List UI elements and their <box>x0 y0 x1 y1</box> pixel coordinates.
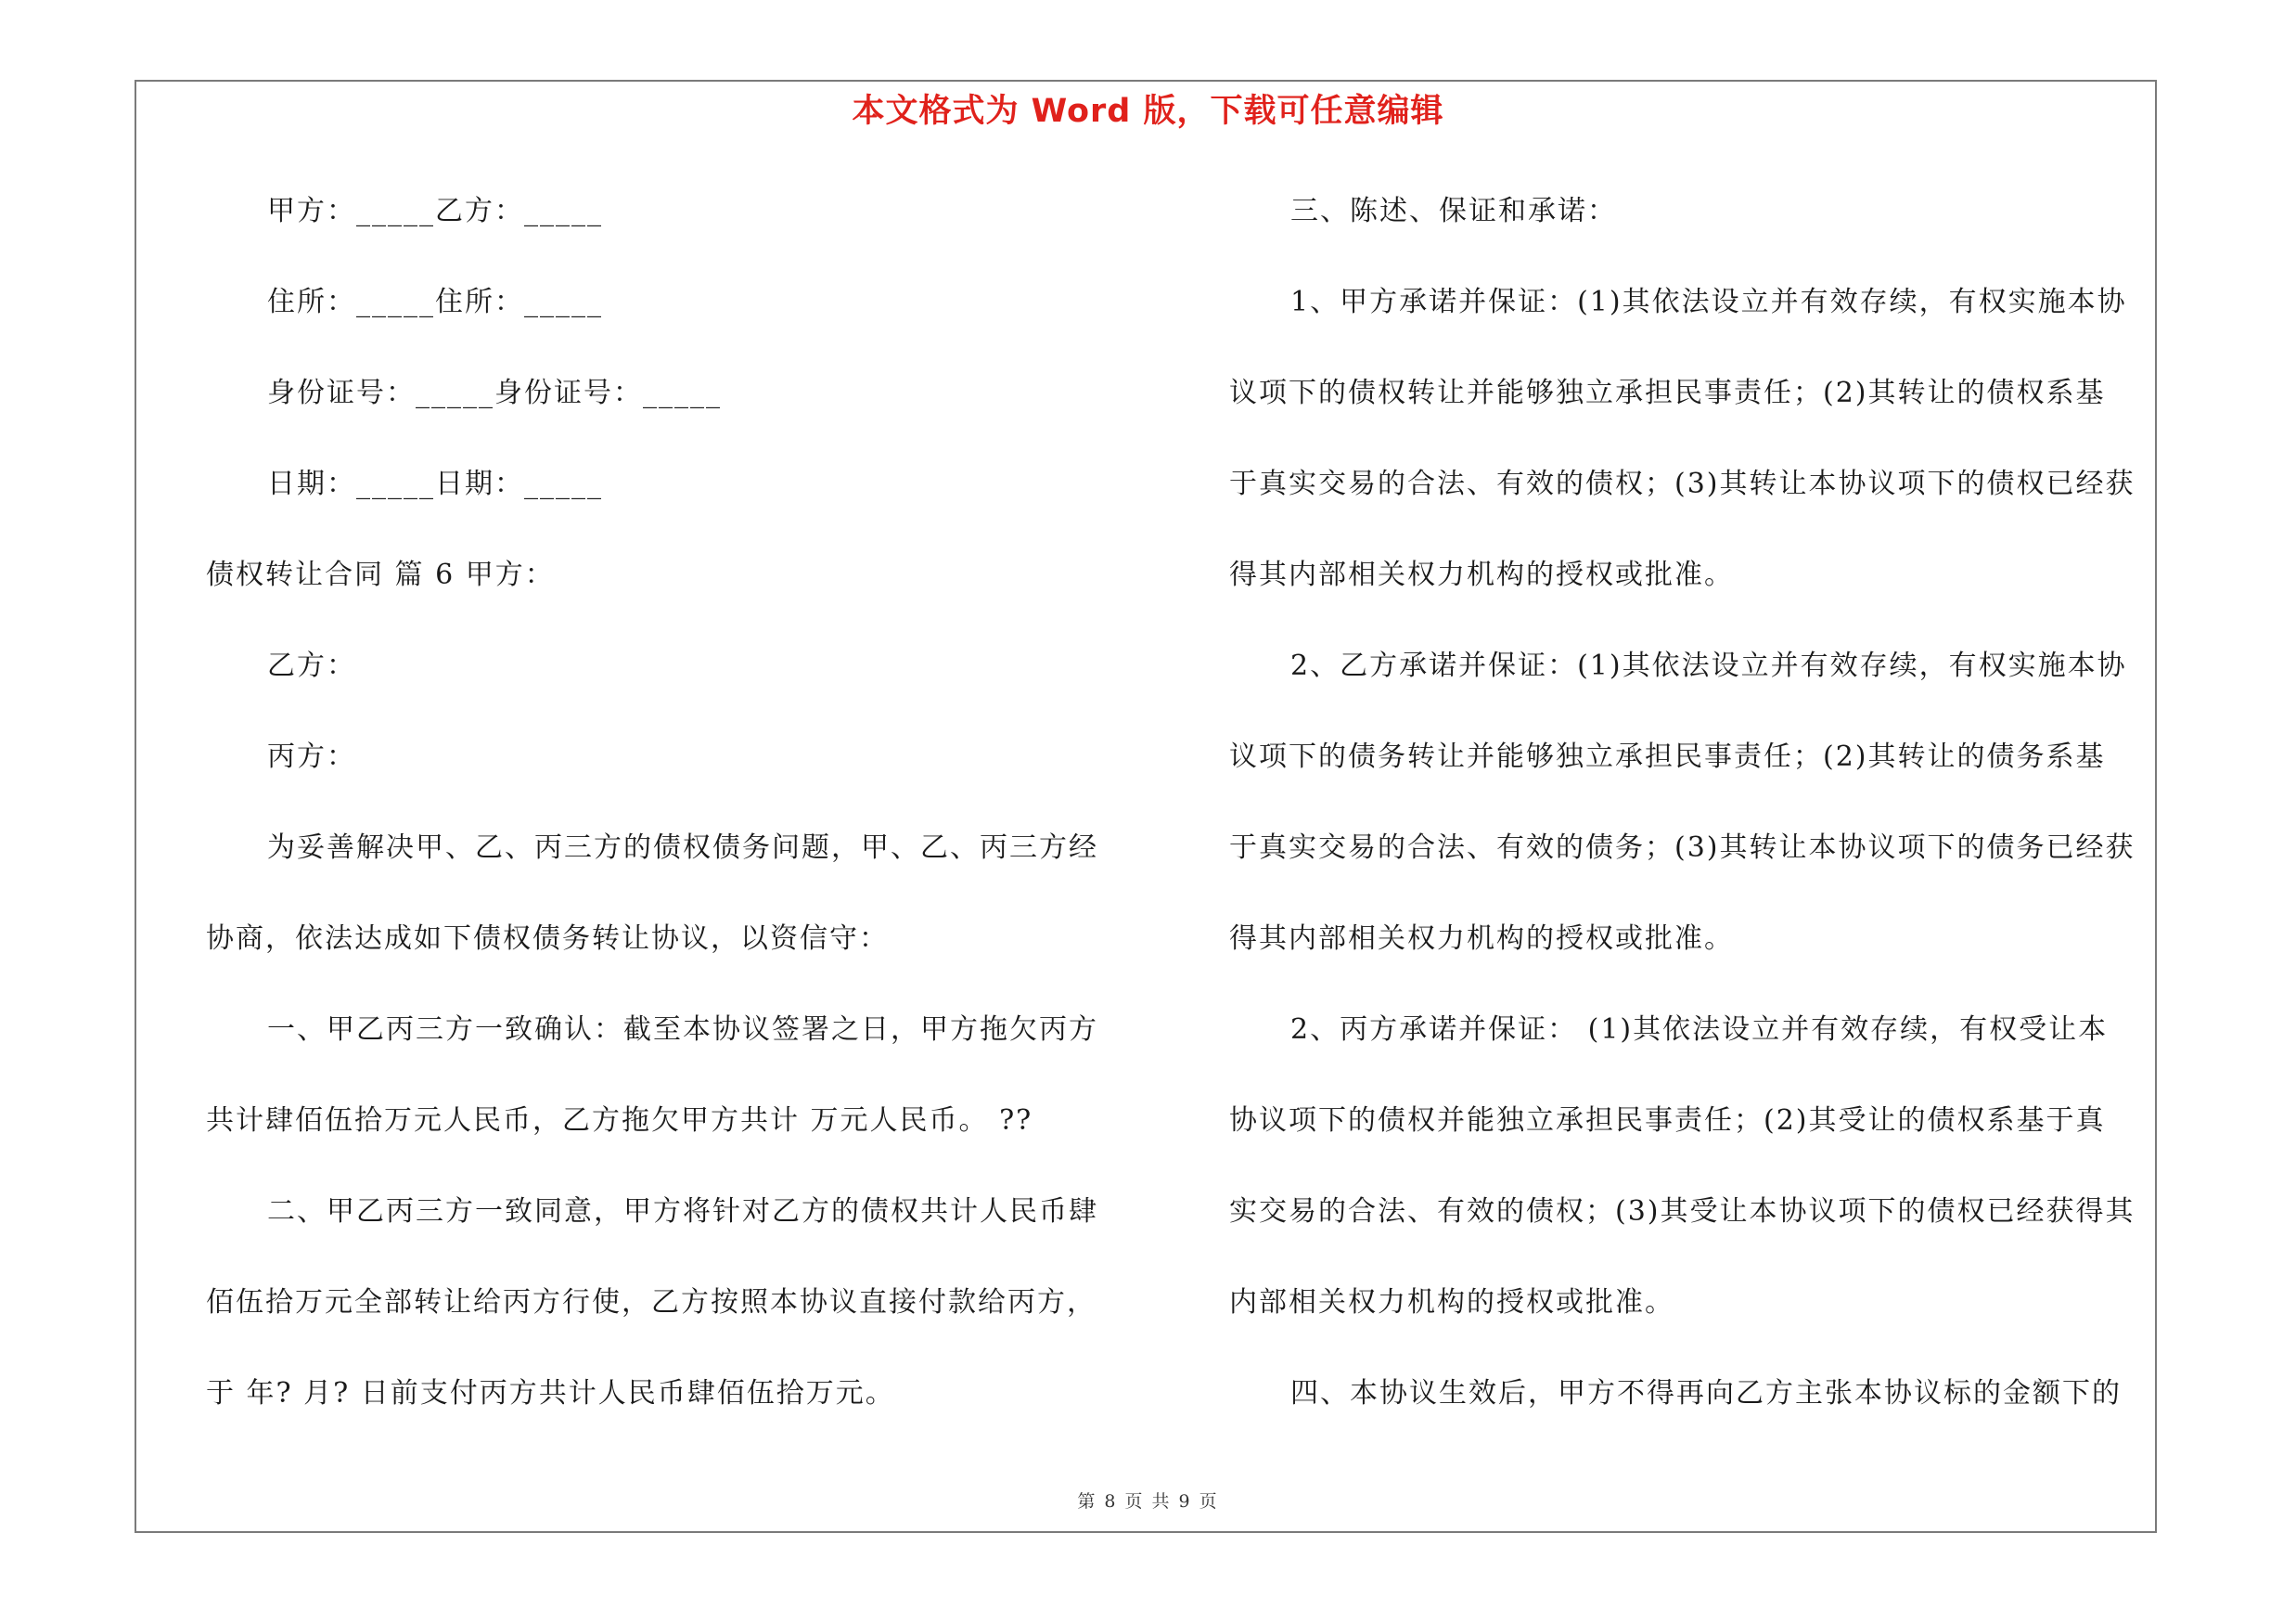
text-line: 为妥善解决甲、乙、丙三方的债权债务问题，甲、乙、丙三方经 <box>267 831 1098 864</box>
text-line: 议项下的债务转让并能够独立承担民事责任；(2)其转让的债务系基 <box>1229 741 2106 773</box>
text-line: 四、本协议生效后，甲方不得再向乙方主张本协议标的金额下的 <box>1290 1377 2122 1410</box>
page-number: 第 8 页 共 9 页 <box>1077 1491 1219 1512</box>
text-line: 2、乙方承诺并保证：(1)其依法设立并有效存续，有权实施本协 <box>1290 650 2127 682</box>
text-line: 于真实交易的合法、有效的债权；(3)其转让本协议项下的债权已经获 <box>1229 468 2136 500</box>
text-line: 协议项下的债权并能独立承担民事责任；(2)其受让的债权系基于真 <box>1229 1104 2106 1137</box>
text-line: 债权转让合同 篇 6 甲方： <box>206 559 555 591</box>
format-banner: 本文格式为 Word 版，下载可任意编辑 <box>852 93 1444 130</box>
text-line: 2、丙方承诺并保证： (1)其依法设立并有效存续，有权受让本 <box>1290 1013 2109 1046</box>
text-line: 身份证号：_____身份证号：_____ <box>267 377 722 409</box>
text-line: 甲方：_____乙方：_____ <box>267 195 603 227</box>
right-column <box>1229 184 2148 1457</box>
text-line: 住所：_____住所：_____ <box>267 286 603 318</box>
text-line: 二、甲乙丙三方一致同意，甲方将针对乙方的债权共计人民币肆 <box>267 1195 1098 1228</box>
text-line: 1、甲方承诺并保证：(1)其依法设立并有效存续，有权实施本协 <box>1290 286 2127 318</box>
text-line: 内部相关权力机构的授权或批准。 <box>1229 1286 1674 1319</box>
text-line: 于 年? 月? 日前支付丙方共计人民币肆佰伍拾万元。 <box>206 1377 895 1410</box>
text-line: 乙方： <box>267 650 356 682</box>
text-line: 日期：_____日期：_____ <box>267 468 603 500</box>
text-line: 丙方： <box>267 741 356 773</box>
text-line: 协商，依法达成如下债权债务转让协议，以资信守： <box>206 922 889 955</box>
text-line: 于真实交易的合法、有效的债务；(3)其转让本协议项下的债务已经获 <box>1229 831 2136 864</box>
left-column <box>206 184 1152 1457</box>
text-line: 三、陈述、保证和承诺： <box>1290 195 1617 227</box>
text-line: 一、甲乙丙三方一致确认：截至本协议签署之日，甲方拖欠丙方 <box>267 1013 1098 1046</box>
text-line: 得其内部相关权力机构的授权或批准。 <box>1229 922 1734 955</box>
text-line: 议项下的债权转让并能够独立承担民事责任；(2)其转让的债权系基 <box>1229 377 2106 409</box>
text-line: 佰伍拾万元全部转让给丙方行使，乙方按照本协议直接付款给丙方， <box>206 1286 1097 1319</box>
text-line: 实交易的合法、有效的债权；(3)其受让本协议项下的债权已经获得其 <box>1229 1195 2136 1228</box>
text-line: 共计肆佰伍拾万元人民币，乙方拖欠甲方共计 万元人民币。 ?? <box>206 1104 1033 1137</box>
text-line: 得其内部相关权力机构的授权或批准。 <box>1229 559 1734 591</box>
